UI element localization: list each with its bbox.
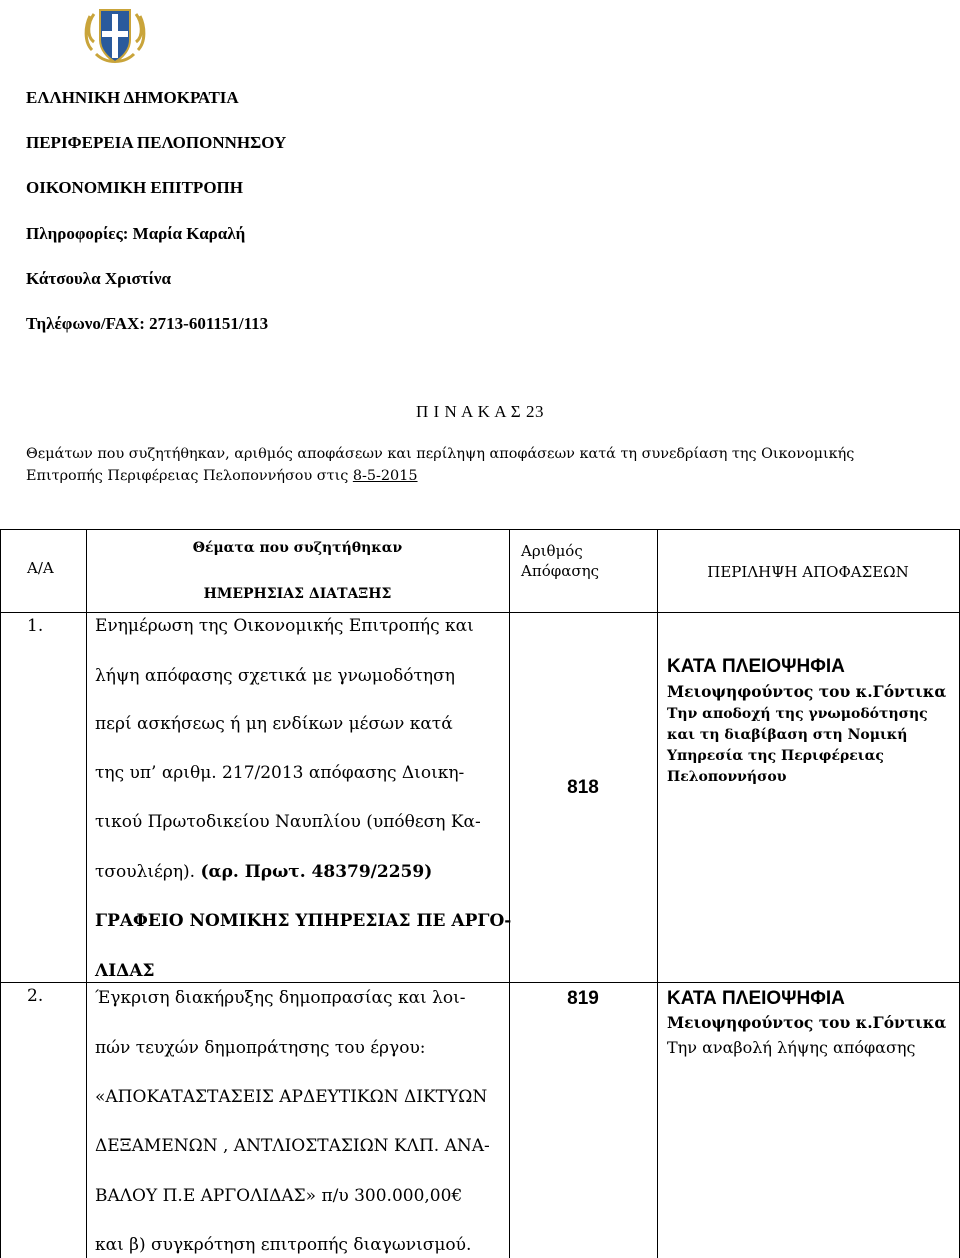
- row-1-protocol-number: (αρ. Πρωτ. 48379/2259): [200, 862, 433, 882]
- header-decision-number-2: Απόφασης: [521, 562, 599, 580]
- row-1-office-cont: ΛΙΔΑΣ: [95, 961, 155, 981]
- row-1-topic-line: περί ασκήσεως ή μη ενδίκων μέσων κατά: [95, 714, 453, 734]
- table-row-divider: [0, 982, 960, 983]
- row-2-topic-line: πών τευχών δημοπράτησης του έργου:: [95, 1038, 426, 1058]
- header-committee: ΟΙΚΟΝΟΜΙΚΗ ΕΠΙΤΡΟΠΗ: [26, 178, 243, 197]
- header-decision-number-1: Αριθμός: [521, 542, 583, 560]
- row-1-topic-line: τικού Πρωτοδικείου Ναυπλίου (υπόθεση Κα-: [95, 812, 481, 832]
- row-2-topic-line: και β) συγκρότηση επιτροπής διαγωνισμού.: [95, 1235, 472, 1255]
- table-col-border-2: [509, 529, 510, 1258]
- row-1-topic-line: Ενημέρωση της Οικονομικής Επιτροπής και: [95, 616, 474, 636]
- header-aa: Α/Α: [27, 559, 54, 577]
- table-col-border-1: [86, 529, 87, 1258]
- row-1-office: ΓΡΑΦΕΙΟ ΝΟΜΙΚΗΣ ΥΠΗΡΕΣΙΑΣ ΠΕ ΑΡΓΟ-: [95, 911, 512, 931]
- subtitle-line-2: [26, 465, 946, 487]
- header-region: ΠΕΡΙΦΕΡΕΙΑ ΠΕΛΟΠΟΝΝΗΣΟΥ: [26, 133, 287, 152]
- row-1-minority: Μειοψηφούντος του κ.Γόντικα: [667, 682, 947, 701]
- row-1-topic-line: της υπ’ αριθμ. 217/2013 απόφασης Διοικη-: [95, 763, 465, 783]
- row-2-topic-line: Έγκριση διακήρυξης δημοπρασίας και λοι-: [95, 988, 466, 1008]
- header-info: Πληροφορίες: Μαρία Καραλή: [26, 224, 246, 243]
- row-1-index: 1.: [27, 616, 44, 636]
- row-2-minority: Μειοψηφούντος του κ.Γόντικα: [667, 1013, 947, 1032]
- row-1-topic-text: τσουλιέρη).: [95, 862, 201, 882]
- row-1-topic-line: λήψη απόφασης σχετικά με γνωμοδότηση: [95, 666, 455, 686]
- header-country: ΕΛΛΗΝΙΚΗ ΔΗΜΟΚΡΑΤΙΑ: [26, 88, 239, 107]
- row-1-topic-line-6: [95, 862, 432, 882]
- table-col-border-0: [0, 529, 1, 1258]
- header-agenda: ΗΜΕΡΗΣΙΑΣ ΔΙΑΤΑΞΗΣ: [203, 586, 392, 602]
- header-contact-name: Κάτσουλα Χριστίνα: [26, 269, 171, 288]
- row-2-vote: ΚΑΤΑ ΠΛΕΙΟΨΗΦΙΑ: [667, 988, 845, 1009]
- row-1-vote: ΚΑΤΑ ΠΛΕΙΟΨΗΦΙΑ: [667, 656, 845, 677]
- row-1-summary-line: Πελοποννήσου: [667, 769, 787, 785]
- row-1-summary-line: Την αποδοχή της γνωμοδότησης: [667, 706, 928, 722]
- document-title: Π Ι Ν Α Κ Α Σ 23: [416, 402, 544, 421]
- row-2-index: 2.: [27, 986, 44, 1006]
- row-1-summary-line: Υπηρεσία της Περιφέρειας: [667, 748, 884, 764]
- row-2-decision-number: 819: [567, 988, 599, 1009]
- row-2-topic-line: «ΑΠΟΚΑΤΑΣΤΑΣΕΙΣ ΑΡΔΕΥΤΙΚΩΝ ΔΙΚΤΥΩΝ: [95, 1087, 488, 1107]
- row-2-topic-line: ΒΑΛΟΥ Π.Ε ΑΡΓΟΛΙΔΑΣ» π/υ 300.000,00€: [95, 1186, 463, 1206]
- row-1-decision-number: 818: [567, 777, 599, 798]
- table-top-border: [0, 529, 960, 530]
- table-col-border-3: [657, 529, 658, 1258]
- header-topics: Θέματα που συζητήθηκαν: [192, 540, 403, 556]
- row-2-topic-line: ΔΕΞΑΜΕΝΩΝ , ΑΝΤΛΙΟΣΤΑΣΙΩΝ ΚΛΠ. ΑΝΑ-: [95, 1136, 490, 1156]
- row-1-summary-line: και τη διαβίβαση στη Νομική: [667, 727, 908, 743]
- subtitle-line-1: Θεμάτων που συζητήθηκαν, αριθμός αποφάσεων και περίληψη αποφάσεων κατά τη συνεδρίαση της Οικονομικής: [26, 446, 855, 462]
- header-phone: Τηλέφωνο/FAX: 2713-601151/113: [26, 314, 269, 333]
- table-header-border: [0, 612, 960, 613]
- row-2-summary: Την αναβολή λήψης απόφασης: [667, 1038, 916, 1057]
- hellenic-coat-of-arms-icon: [80, 2, 150, 72]
- subtitle-prefix: Επιτροπής Περιφέρειας Πελοποννήσου στις: [26, 468, 353, 484]
- session-date: 8-5-2015: [352, 468, 418, 484]
- header-summary: ΠΕΡΙΛΗΨΗ ΑΠΟΦΑΣΕΩΝ: [707, 563, 909, 581]
